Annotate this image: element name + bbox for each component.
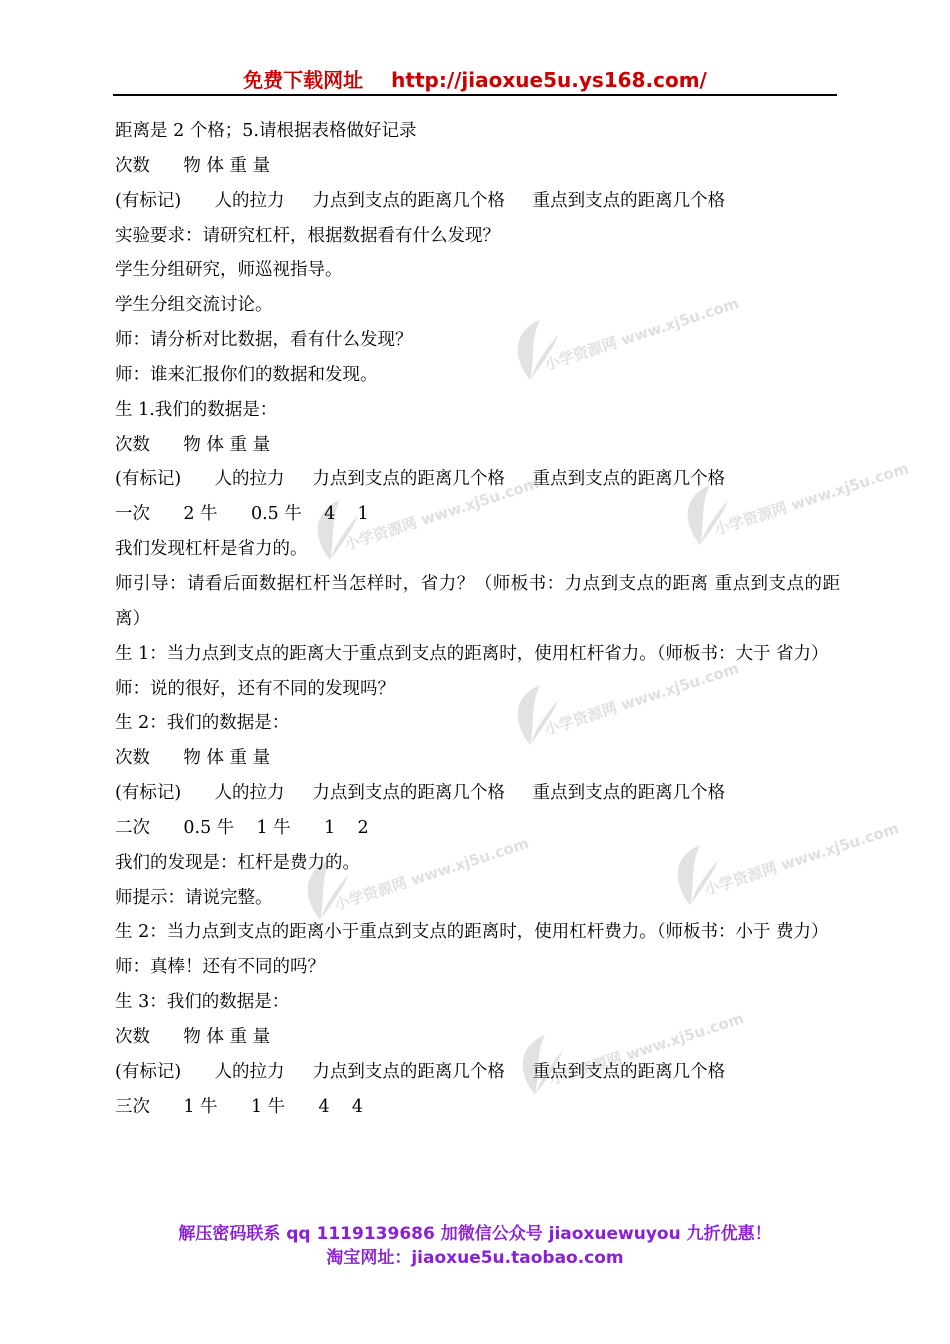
table-header-line: (有标记) 人的拉力 力点到支点的距离几个格 重点到支点的距离几个格 [115,1061,726,1082]
text-line: 师：谁来汇报你们的数据和发现。 [115,364,378,385]
watermark-text: 小学资源网 www.xj5u.com [542,659,741,739]
text-line: 距离是 2 个格；5.请根据表格做好记录 [115,121,417,141]
page-header [113,66,837,96]
table-data-line: 一次 2 牛 0.5 牛 4 1 [115,504,369,525]
text-line: 生 2：我们的数据是： [115,713,290,734]
text-line: 师提示：请说完整。 [115,887,273,908]
table-data-line: 三次 1 牛 1 牛 4 4 [115,1096,364,1117]
text-line: 我们的发现是：杠杆是费力的。 [115,852,360,873]
footer-shop-link[interactable]: 淘宝网址：jiaoxue5u.taobao.com [326,1248,624,1268]
text-line: 生 3：我们的数据是： [115,992,290,1013]
watermark-text: 小学资源网 www.xj5u.com [712,459,911,539]
text-line: 学生分组研究，师巡视指导。 [115,260,343,281]
table-header-line: 次数 物 体 重 量 [115,434,271,455]
text-line: 学生分组交流讨论。 [115,295,273,316]
table-header-line: (有标记) 人的拉力 力点到支点的距离几个格 重点到支点的距离几个格 [115,469,726,490]
watermark-text: 小学资源网 www.xj5u.com [332,834,531,914]
document-body [115,114,840,1124]
watermark-text: 小学资源网 www.xj5u.com [547,1009,746,1089]
table-header-line: 次数 物 体 重 量 [115,155,271,176]
text-line: 我们发现杠杆是省力的。 [115,539,308,560]
watermark-text: 小学资源网 www.xj5u.com [342,474,541,554]
footer-contact: 解压密码联系 qq 1119139686 加微信公众号 jiaoxuewuyou 九折优惠！ [178,1224,772,1244]
text-paragraph: 生 2：当力点到支点的距离小于重点到支点的距离时，使用杠杆费力。（师板书：小于 费力） [115,922,829,943]
watermark-text: 小学资源网 www.xj5u.com [542,294,741,374]
text-paragraph: 师引导：请看后面数据杠杆当怎样时，省力？（师板书：力点到支点的距离 重点到支点的距离） [115,573,840,629]
text-line: 师：说的很好，还有不同的发现吗？ [115,678,395,699]
header-url-link[interactable]: http://jiaoxue5u.ys168.com/ [391,68,707,92]
table-header-line: 次数 物 体 重 量 [115,748,271,769]
table-header-line: (有标记) 人的拉力 力点到支点的距离几个格 重点到支点的距离几个格 [115,190,726,211]
text-paragraph: 生 1：当力点到支点的距离大于重点到支点的距离时，使用杠杆省力。（师板书：大于 省力） [115,643,829,664]
text-line: 师：真棒！还有不同的吗？ [115,957,325,978]
table-header-line: 次数 物 体 重 量 [115,1026,271,1047]
table-data-line: 二次 0.5 牛 1 牛 1 2 [115,817,369,838]
text-line: 师：请分析对比数据，看有什么发现？ [115,330,413,351]
text-line: 生 1.我们的数据是： [115,399,278,420]
watermark-text: 小学资源网 www.xj5u.com [702,819,901,899]
header-title: 免费下载网址 [243,68,364,92]
text-line: 实验要求：请研究杠杆，根据数据看有什么发现？ [115,225,500,246]
table-header-line: (有标记) 人的拉力 力点到支点的距离几个格 重点到支点的距离几个格 [115,783,726,804]
